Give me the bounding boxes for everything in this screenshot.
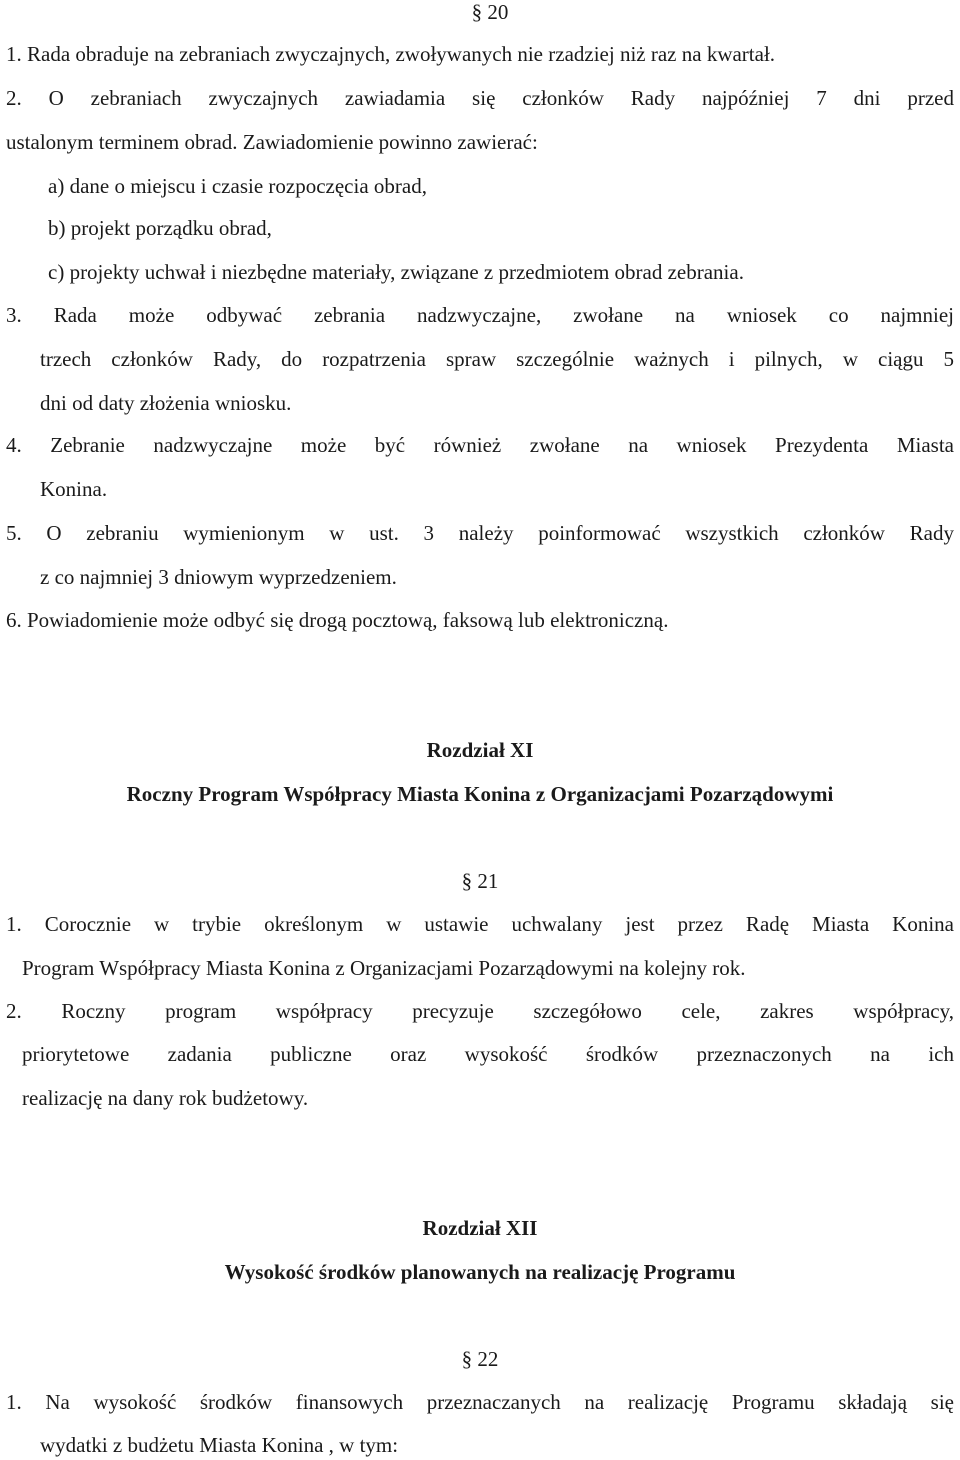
- s20-item-c: c) projekty uchwał i niezbędne materiały, związane z przedmiotem obrad zebrania.: [48, 260, 744, 284]
- s22-paragraph-1-line-1: 1. Na wysokość środków finansowych przeznaczanych na realizację Programu składają się: [6, 1390, 954, 1414]
- s20-paragraph-3-line-3: dni od daty złożenia wniosku.: [40, 391, 292, 415]
- section-21-title: § 21: [461, 869, 499, 893]
- section-20-title: § 20: [471, 0, 509, 24]
- s21-paragraph-2-line-3: realizację na dany rok budżetowy.: [22, 1086, 309, 1110]
- s21-paragraph-1-line-2: Program Współpracy Miasta Konina z Organizacjami Pozarządowymi na kolejny rok.: [22, 956, 746, 980]
- s20-item-a: a) dane o miejscu i czasie rozpoczęcia obrad,: [48, 174, 427, 198]
- s21-paragraph-2-line-1: 2. Roczny program współpracy precyzuje szczegółowo cele, zakres współpracy,: [6, 999, 954, 1023]
- s20-paragraph-2-line-2: ustalonym terminem obrad. Zawiadomienie powinno zawierać:: [6, 130, 538, 154]
- s20-paragraph-1: 1. Rada obraduje na zebraniach zwyczajnych, zwoływanych nie rzadziej niż raz na kwartał.: [6, 42, 776, 66]
- s22-paragraph-1-line-2: wydatki z budżetu Miasta Konina , w tym:: [40, 1433, 399, 1457]
- s20-paragraph-3-line-2: trzech członków Rady, do rozpatrzenia spraw szczególnie ważnych i pilnych, w ciągu 5: [40, 347, 954, 371]
- section-22-title: § 22: [461, 1347, 499, 1371]
- s20-item-b: b) projekt porządku obrad,: [48, 216, 272, 240]
- s20-paragraph-4-line-2: Konina.: [40, 477, 108, 501]
- s20-paragraph-2-line-1: 2. O zebraniach zwyczajnych zawiadamia się członków Rady najpóźniej 7 dni przed: [6, 86, 954, 110]
- s20-paragraph-5-line-1: 5. O zebraniu wymienionym w ust. 3 należy poinformować wszystkich członków Rady: [6, 521, 954, 545]
- chapter-12-heading: Rozdział XII: [422, 1216, 538, 1240]
- s21-paragraph-2-line-2: priorytetowe zadania publiczne oraz wysokość środków przeznaczonych na ich: [22, 1042, 954, 1066]
- s20-paragraph-6: 6. Powiadomienie może odbyć się drogą pocztową, faksową lub elektroniczną.: [6, 608, 669, 632]
- s20-paragraph-5-line-2: z co najmniej 3 dniowym wyprzedzeniem.: [40, 565, 397, 589]
- chapter-12-subheading: Wysokość środków planowanych na realizację Programu: [224, 1260, 736, 1284]
- chapter-11-subheading: Roczny Program Współpracy Miasta Konina z Organizacjami Pozarządowymi: [126, 782, 834, 806]
- s21-paragraph-1-line-1: 1. Corocznie w trybie określonym w ustawie uchwalany jest przez Radę Miasta Konina: [6, 912, 954, 936]
- chapter-11-heading: Rozdział XI: [426, 738, 534, 762]
- s20-paragraph-3-line-1: 3. Rada może odbywać zebrania nadzwyczajne, zwołane na wniosek co najmniej: [6, 303, 954, 327]
- s20-paragraph-4-line-1: 4. Zebranie nadzwyczajne może być również zwołane na wniosek Prezydenta Miasta: [6, 433, 954, 457]
